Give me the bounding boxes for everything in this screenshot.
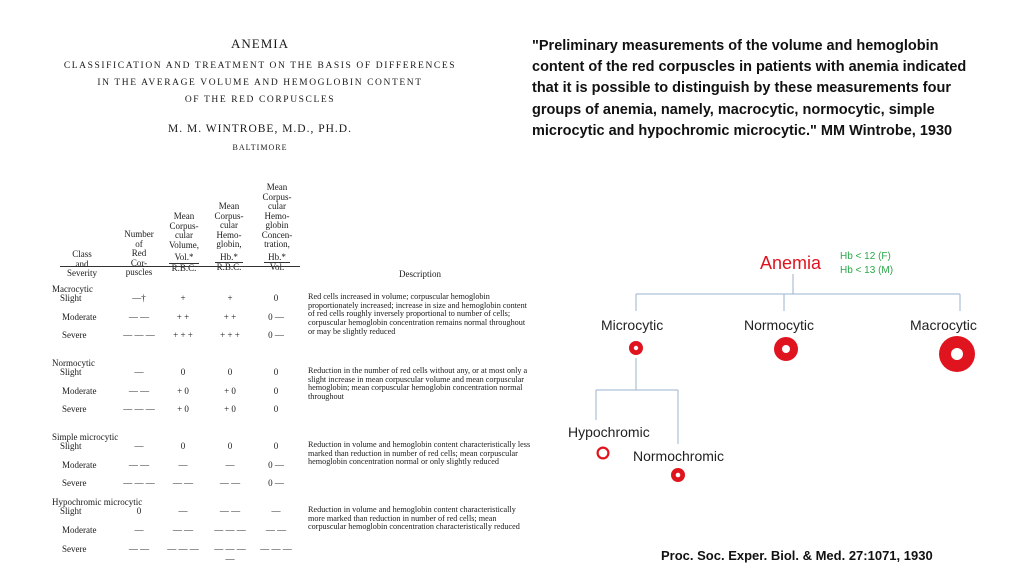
paper-subtitle-line-1: CLASSIFICATION AND TREATMENT ON THE BASIS OF DIFFERENCES [63, 61, 457, 71]
cell-mch: + [227, 293, 233, 303]
cell-mch: + + + [220, 330, 240, 340]
cell-mch: — — [219, 506, 241, 516]
wintrobe-quote: "Preliminary measurements of the volume and hemoglobin content of the red corpuscles in patients with anemia indicated that it is possible to distinguish by these measurements four groups of anemia, namely, macrocytic, normocytic, simple microcytic and hypochromic microcytic." MM Wintrobe, 1930 [532, 38, 967, 139]
header-class: Class and Severity [67, 249, 97, 278]
cell-number: —† [132, 293, 146, 303]
group-name: Hypochromic microcytic [52, 497, 143, 507]
header-mcv: Mean Corpus- cular Volume, Vol.* R.B.C. [168, 211, 200, 273]
cell-number: — — — [123, 404, 155, 414]
cell-number: — — [128, 460, 150, 470]
cell-mch: — — — — [214, 544, 246, 564]
cell-number: — — — [123, 330, 155, 340]
cell-mch: — — — [214, 525, 246, 535]
cell-mcv: + + [176, 312, 190, 322]
row-severity: Severe [62, 404, 87, 414]
cell-mchc: 0 [273, 441, 279, 451]
cell-number: — — [128, 386, 150, 396]
header-number: Number of Red Cor- puscles [124, 229, 154, 277]
cell-mch: 0 [227, 367, 233, 377]
cell-number: 0 [136, 506, 142, 516]
paper-subtitle-line-2: IN THE AVERAGE VOLUME AND HEMOGLOBIN CONTENT [97, 78, 423, 88]
cell-mch: + 0 [224, 404, 236, 414]
cell-mchc: 0 [273, 367, 279, 377]
header-mchc: Mean Corpus- cular Hemo- globin Concen- tration, Hb.* Vol. [261, 182, 293, 272]
cell-number: — — [128, 544, 150, 554]
cell-mch: + + [223, 312, 237, 322]
diagram-root-anemia: Anemia [760, 253, 822, 273]
cell-mchc: 0 [273, 293, 279, 303]
header-description: Description [399, 269, 441, 279]
criteria-female: Hb < 12 (F) [840, 251, 891, 262]
cell-mch: + 0 [224, 386, 236, 396]
cell-mcv: 0 [180, 367, 186, 377]
row-severity: Slight [60, 441, 82, 451]
cell-mchc: 0 [273, 404, 279, 414]
cell-mchc: — [271, 506, 281, 516]
cell-mcv: — — [172, 525, 194, 535]
cell-mcv: — — — [167, 544, 199, 554]
cell-mchc: 0 — [268, 312, 284, 322]
row-severity: Slight [60, 367, 82, 377]
cell-number: — [134, 367, 144, 377]
cell-number: — — — [123, 478, 155, 488]
criteria-male: Hb < 13 (M) [840, 265, 894, 276]
row-severity: Severe [62, 330, 87, 340]
row-severity: Moderate [62, 460, 97, 470]
node-normochromic: Normochromic [633, 448, 725, 464]
cell-mchc: 0 — [268, 478, 284, 488]
node-normocytic: Normocytic [744, 317, 815, 333]
node-macrocytic: Macrocytic [910, 317, 977, 333]
cell-mchc: 0 — [268, 460, 284, 470]
row-severity: Severe [62, 544, 87, 554]
cell-number: — [134, 525, 144, 535]
cell-mcv: 0 [180, 441, 186, 451]
paper-author: M. M. WINTROBE, M.D., PH.D. [168, 123, 352, 135]
header-rule [60, 266, 300, 267]
cell-mcv: — — [172, 478, 194, 488]
node-microcytic: Microcytic [601, 317, 664, 333]
group-description: Reduction in volume and hemoglobin content characteristically more marked than reduction in number of red cells; mean corpuscular hemoglobin concentration characteristically reduced [308, 505, 520, 532]
rbc-macrocytic-icon [939, 336, 975, 372]
cell-mcv: + + + [173, 330, 193, 340]
cell-mch: — — [219, 478, 241, 488]
cell-number: — [134, 441, 144, 451]
group-description: Reduction in the number of red cells without any, or at most only a slight increase in mean corpuscular volume and mean corpuscular hemoglobin; mean corpuscular hemoglobin concentration normal throughout [308, 366, 528, 402]
cell-mcv: — [178, 460, 188, 470]
row-severity: Severe [62, 478, 87, 488]
group-name: Simple microcytic [52, 432, 119, 442]
cell-mcv: — [178, 506, 188, 516]
group-name: Macrocytic [52, 284, 93, 294]
cell-mcv: + 0 [177, 386, 189, 396]
row-severity: Moderate [62, 386, 97, 396]
paper-title: ANEMIA [231, 36, 289, 51]
rbc-normocytic-icon [774, 337, 798, 361]
citation: Proc. Soc. Exper. Biol. & Med. 27:1071, 1930 [661, 548, 933, 563]
cell-mcv: + 0 [177, 404, 189, 414]
group-name: Normocytic [52, 358, 95, 368]
cell-mchc: 0 [273, 386, 279, 396]
paper-city: BALTIMORE [232, 143, 288, 152]
group-description: Red cells increased in volume; corpuscular hemoglobin proportionately increased; increase in size and hemoglobin content of red cells roughly inversely proportional to number of cells; corpuscular hemoglobin concentration remains normal throughout or may be slightly reduced [308, 292, 527, 336]
group-description: Reduction in volume and hemoglobin content characteristically less marked than reduction in number of red cells; mean corpuscular hemoglobin concentration normal or only slightly reduced [308, 440, 531, 467]
row-severity: Slight [60, 506, 82, 516]
header-mch: Mean Corpus- cular Hemo- globin, Hb.* R.B.C. [214, 201, 244, 272]
cell-mchc: — — — [260, 544, 292, 554]
cell-mchc: — — [265, 525, 287, 535]
node-hypochromic: Hypochromic [568, 424, 650, 440]
cell-mcv: + [180, 293, 186, 303]
cell-mch: — [225, 460, 235, 470]
row-severity: Slight [60, 293, 82, 303]
cell-number: — — [128, 312, 150, 322]
row-severity: Moderate [62, 525, 97, 535]
cell-mch: 0 [227, 441, 233, 451]
cell-mchc: 0 — [268, 330, 284, 340]
rbc-normochromic-icon [671, 468, 685, 482]
rbc-hypochromic-icon [597, 447, 610, 460]
row-severity: Moderate [62, 312, 97, 322]
paper-subtitle-line-3: OF THE RED CORPUSCLES [184, 95, 336, 105]
rbc-microcytic-icon [629, 341, 643, 355]
